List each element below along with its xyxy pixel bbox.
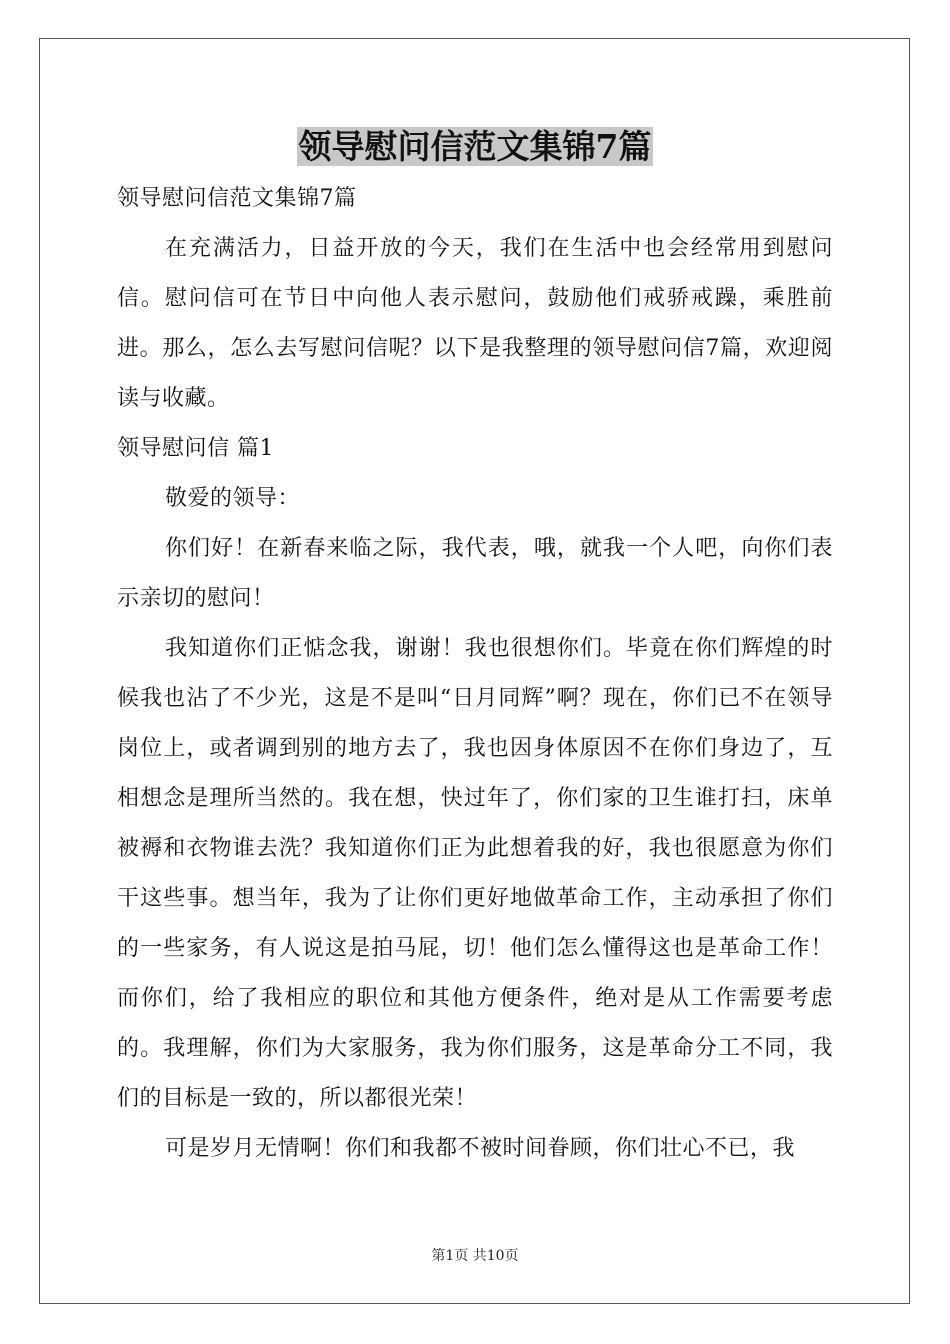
paragraph-salutation: 敬爱的领导： (165, 486, 301, 511)
paragraph-intro: 在充满活力，日益开放的今天，我们在生活中也会经常用到慰问信。慰问信可在节日中向他人表示慰问，鼓励他们戒骄戒躁，乘胜前进。那么，怎么去写慰问信呢？以下是我整理的领导慰问信7篇，欢迎阅读与收藏。 (117, 236, 833, 411)
paragraph-greeting: 你们好！在新春来临之际，我代表，哦，就我一个人吧，向你们表示亲切的慰问！ (117, 536, 833, 611)
section-heading: 领导慰问信 篇1 (117, 436, 274, 461)
document-title (0, 122, 950, 172)
paragraph-subtitle: 领导慰问信范文集锦7篇 (117, 186, 357, 211)
paragraph-main: 我知道你们正惦念我，谢谢！我也很想你们。毕竟在你们辉煌的时候我也沾了不少光，这是不是叫“日月同辉”啊？现在，你们已不在领导岗位上，或者调到别的地方去了，我也因身体原因不在你们身边了，互相想念是理所当然的。我在想，快过年了，你们家的卫生谁打扫，床单被褥和衣物谁去洗？我知道你们正为此想着我的好，我也很愿意为你们干这些事。想当年，我为了让你们更好地做革命工作，主动承担了你们的一些家务，有人说这是拍马屁，切！他们怎么懂得这也是革命工作！而你们，给了我相应的职位和其他方便条件，绝对是从工作需要考虑的。我理解，你们为大家服务，我为你们服务，这是革命分工不同，我们的目标是一致的，所以都很光荣！ (117, 636, 833, 1111)
document-title-text: 领导慰问信范文集锦7篇 (298, 127, 652, 166)
page-footer: 第1页 共10页 (431, 1248, 519, 1264)
paragraph-continued: 可是岁月无情啊！你们和我都不被时间眷顾，你们壮心不已，我 (165, 1136, 796, 1161)
document-body (117, 174, 833, 1174)
